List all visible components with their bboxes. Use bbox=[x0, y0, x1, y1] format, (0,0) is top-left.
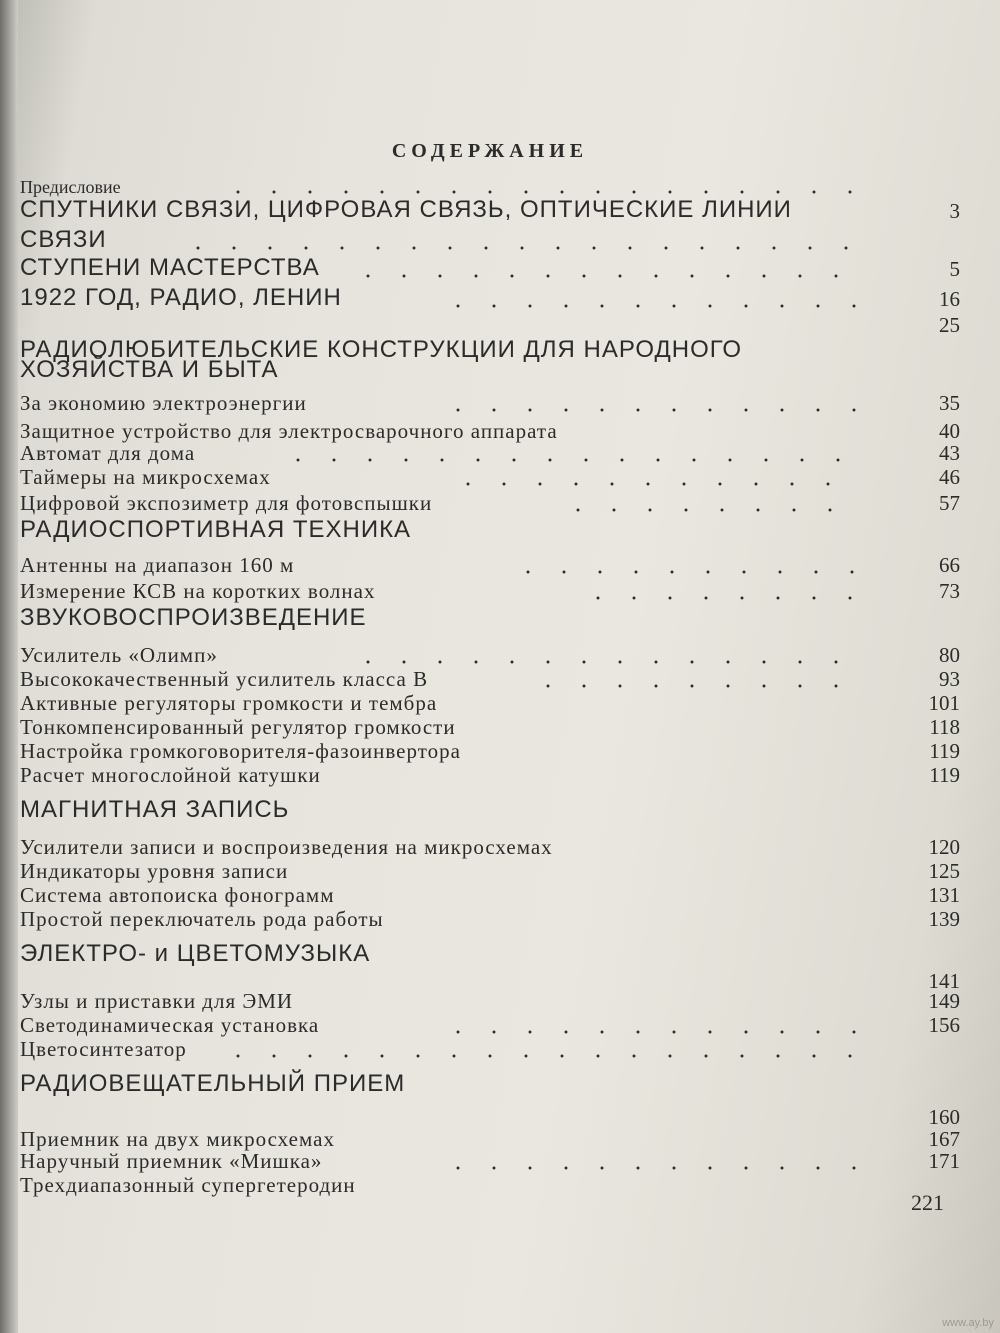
toc-page-number: 5 bbox=[949, 257, 960, 281]
toc-entry-title: Простой переключатель рода работы bbox=[20, 907, 384, 931]
page-number: 221 bbox=[911, 1190, 944, 1215]
section-heading: РАДИОСПОРТИВНАЯ ТЕХНИКА bbox=[20, 516, 412, 543]
toc-entry-title: Цветосинтезатор bbox=[20, 1037, 187, 1061]
toc-page-number: 35 bbox=[939, 391, 960, 415]
toc-row bbox=[20, 604, 960, 634]
toc-page-number: 40 bbox=[939, 419, 960, 443]
toc-page-number: 160 bbox=[928, 1105, 960, 1129]
toc-entry-title: Цифровой экспозиметр для фотовспышки bbox=[20, 491, 433, 515]
dot-leader bbox=[440, 304, 860, 308]
section-heading: ХОЗЯЙСТВА И БЫТА bbox=[20, 356, 279, 383]
toc-row bbox=[20, 1170, 960, 1200]
toc-row bbox=[20, 1070, 960, 1100]
toc-page-number: 118 bbox=[929, 715, 960, 739]
toc-page-number: 131 bbox=[928, 883, 960, 907]
book-spine bbox=[0, 0, 18, 1333]
toc-page-number: 119 bbox=[929, 763, 960, 787]
dot-leader bbox=[450, 482, 860, 486]
dot-leader bbox=[580, 596, 860, 600]
section-heading: РАДИОВЕЩАТЕЛЬНЫЙ ПРИЕМ bbox=[20, 1070, 406, 1097]
toc-page-number: 25 bbox=[939, 313, 960, 337]
toc-entry-title: Измерение КСВ на коротких волнах bbox=[20, 579, 376, 603]
toc-page-number: 46 bbox=[939, 465, 960, 489]
toc-entry-title: Светодинамическая установка bbox=[20, 1013, 320, 1037]
section-heading: СПУТНИКИ СВЯЗИ, ЦИФРОВАЯ СВЯЗЬ, ОПТИЧЕСКИЕ ЛИНИИ bbox=[20, 196, 792, 223]
toc-entry-title: Высококачественный усилитель класса В bbox=[20, 667, 429, 691]
section-heading: 1922 ГОД, РАДИО, ЛЕНИН bbox=[20, 284, 342, 311]
toc-page-number: 119 bbox=[929, 739, 960, 763]
toc-entry-title: Защитное устройство для электросварочного аппарата bbox=[20, 419, 558, 443]
toc-entry-title: Трехдиапазонный супергетеродин bbox=[20, 1173, 356, 1197]
toc-row bbox=[20, 796, 960, 826]
toc-entry-title: Узлы и приставки для ЭМИ bbox=[20, 989, 294, 1013]
dot-leader bbox=[350, 274, 860, 278]
section-heading: ЗВУКОВОСПРОИЗВЕДЕНИЕ bbox=[20, 604, 367, 631]
toc-row bbox=[20, 254, 960, 284]
section-heading: РАДИОЛЮБИТЕЛЬСКИЕ КОНСТРУКЦИИ ДЛЯ НАРОДНОГО bbox=[20, 336, 743, 363]
toc-page-number: 43 bbox=[939, 441, 960, 465]
dot-leader bbox=[560, 508, 860, 512]
toc-page-number: 156 bbox=[928, 1013, 960, 1037]
toc-page-number: 93 bbox=[939, 667, 960, 691]
toc-page-number: 171 bbox=[928, 1149, 960, 1173]
watermark: www.ay.by bbox=[942, 1317, 994, 1329]
toc-page-number: 139 bbox=[928, 907, 960, 931]
toc-entry-title: Наручный приемник «Мишка» bbox=[20, 1149, 323, 1173]
toc-entry-title: Настройка громкоговорителя-фазоинвертора bbox=[20, 739, 461, 763]
section-heading: ЭЛЕКТРО- и ЦВЕТОМУЗЫКА bbox=[20, 940, 371, 967]
toc-entry-title: Усилители записи и воспроизведения на микросхемах bbox=[20, 835, 553, 859]
toc-row bbox=[20, 904, 960, 934]
toc-page-number: 16 bbox=[939, 287, 960, 311]
section-heading: СВЯЗИ bbox=[20, 226, 107, 253]
section-heading: МАГНИТНАЯ ЗАПИСЬ bbox=[20, 796, 290, 823]
toc-entry-title: Расчет многослойной катушки bbox=[20, 763, 321, 787]
toc-page-number: 73 bbox=[939, 579, 960, 603]
toc-page-number: 101 bbox=[928, 691, 960, 715]
toc-entry-title: Система автопоиска фонограмм bbox=[20, 883, 335, 907]
toc-entry-title: Приемник на двух микросхемах bbox=[20, 1127, 335, 1151]
toc-title: СОДЕРЖАНИЕ bbox=[391, 140, 589, 162]
table-of-contents bbox=[20, 0, 960, 1333]
toc-page-number: 3 bbox=[949, 199, 960, 223]
toc-entry-title: Предисловие bbox=[20, 177, 121, 197]
toc-entry-title: Автомат для дома bbox=[20, 441, 196, 465]
toc-row bbox=[20, 760, 960, 790]
toc-row bbox=[20, 488, 960, 518]
dot-leader bbox=[220, 190, 860, 194]
toc-row bbox=[20, 226, 960, 256]
dot-leader bbox=[510, 570, 860, 574]
toc-page-number: 167 bbox=[928, 1127, 960, 1151]
toc-row bbox=[20, 576, 960, 606]
toc-entry-title: Тонкомпенсированный регулятор громкости bbox=[20, 715, 456, 739]
toc-page-number: 120 bbox=[928, 835, 960, 859]
toc-page-number: 57 bbox=[939, 491, 960, 515]
toc-row bbox=[20, 388, 960, 418]
toc-entry-title: Индикаторы уровня записи bbox=[20, 859, 289, 883]
toc-page-number: 125 bbox=[928, 859, 960, 883]
dot-leader bbox=[220, 1054, 860, 1058]
toc-entry-title: Усилитель «Олимп» bbox=[20, 643, 218, 667]
toc-page-number: 80 bbox=[939, 643, 960, 667]
dot-leader bbox=[180, 246, 860, 250]
toc-entry-title: Антенны на диапазон 160 м bbox=[20, 553, 295, 577]
toc-row bbox=[20, 1034, 960, 1064]
toc-row bbox=[20, 516, 960, 546]
toc-page-number: 66 bbox=[939, 553, 960, 577]
toc-entry-title: Активные регуляторы громкости и тембра bbox=[20, 691, 438, 715]
toc-row bbox=[20, 196, 960, 226]
toc-page-number: 149 bbox=[928, 989, 960, 1013]
dot-leader bbox=[440, 408, 860, 412]
toc-row bbox=[20, 356, 960, 386]
section-heading: СТУПЕНИ МАСТЕРСТВА bbox=[20, 254, 320, 281]
toc-entry-title: За экономию электроэнергии bbox=[20, 391, 307, 415]
toc-entry-title: Таймеры на микросхемах bbox=[20, 465, 271, 489]
toc-page-number: 141 bbox=[928, 969, 960, 993]
